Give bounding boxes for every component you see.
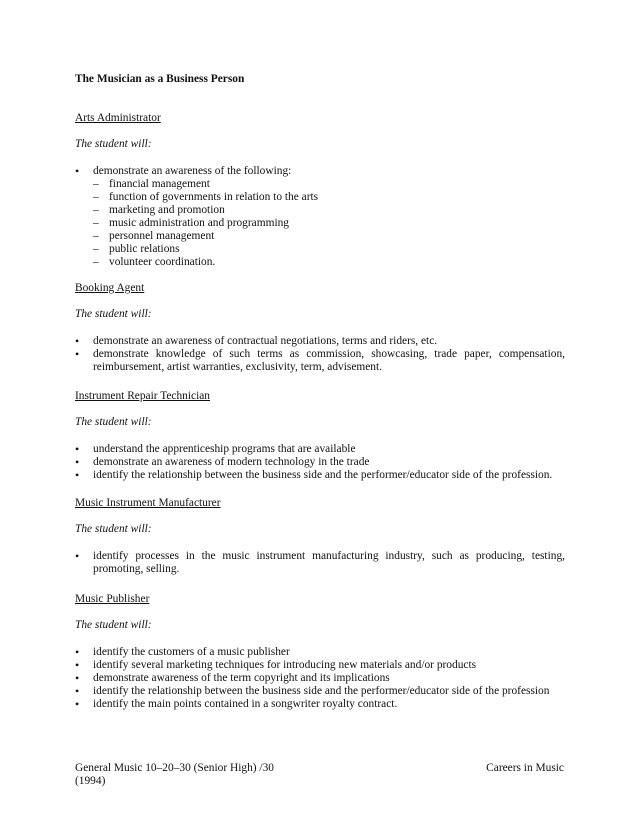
bullet-list <box>75 632 565 711</box>
sub-list <box>93 178 565 269</box>
bullet-item: • demonstrate knowledge of such terms as commission, showcasing, trade paper, compensation, reimbursement, artist warranties, exclusivity, term, advisement. <box>75 348 565 374</box>
sub-item: – financial management <box>93 178 565 191</box>
bullet-list <box>75 321 565 374</box>
section-heading: Instrument Repair Technician <box>75 390 211 402</box>
bullet-list <box>75 151 565 269</box>
bullet-item: • identify the main points contained in a songwriter royalty contract. <box>75 698 565 711</box>
bullet-list <box>75 536 565 576</box>
section-heading: Booking Agent <box>75 282 145 294</box>
section-heading: Music Instrument Manufacturer <box>75 497 221 509</box>
sub-item: – function of governments in relation to the arts <box>93 191 565 204</box>
section-music-publisher <box>75 593 565 711</box>
section-heading: Music Publisher <box>75 593 150 605</box>
section-instrument-repair-technician <box>75 390 565 482</box>
section-intro: The student will: <box>75 619 152 631</box>
section-booking-agent <box>75 282 565 374</box>
bullet-item: • demonstrate an awareness of contractual negotiations, terms and riders, etc. <box>75 335 565 348</box>
section-intro: The student will: <box>75 308 152 320</box>
bullet-item: • identify processes in the music instrument manufacturing industry, such as producing, testing, promoting, selling. <box>75 550 565 576</box>
section-intro: The student will: <box>75 138 152 150</box>
sub-item: – personnel management <box>93 230 565 243</box>
footer-course-info <box>75 762 315 788</box>
bullet-list <box>75 429 565 482</box>
bullet-item: • identify the relationship between the business side and the performer/educator side of the profession <box>75 685 565 698</box>
bullet-item: • identify several marketing techniques for introducing new materials and/or products <box>75 659 565 672</box>
page-title: The Musician as a Business Person <box>75 73 245 85</box>
bullet-item: • understand the apprenticeship programs that are available <box>75 443 565 456</box>
sub-item: – music administration and programming <box>93 217 565 230</box>
section-music-instrument-manufacturer <box>75 497 565 576</box>
bullet-item: • identify the relationship between the business side and the performer/educator side of the profession. <box>75 469 565 482</box>
bullet-text: demonstrate an awareness of the following: <box>93 165 292 177</box>
sub-item: – marketing and promotion <box>93 204 565 217</box>
section-intro: The student will: <box>75 523 152 535</box>
footer-course-title: General Music 10–20–30 (Senior High) /30 <box>75 762 274 774</box>
bullet-item: • demonstrate an awareness of modern technology in the trade <box>75 456 565 469</box>
bullet-item: • identify the customers of a music publisher <box>75 646 565 659</box>
sub-item: – public relations <box>93 243 565 256</box>
section-heading: Arts Administrator <box>75 112 161 124</box>
footer-year: (1994) <box>75 775 106 787</box>
bullet-item: • demonstrate awareness of the term copyright and its implications <box>75 672 565 685</box>
bullet-item <box>75 165 565 269</box>
sub-item: – volunteer coordination. <box>93 256 565 269</box>
section-intro: The student will: <box>75 416 152 428</box>
section-arts-administrator <box>75 112 565 269</box>
footer-topic: Careers in Music <box>486 762 564 774</box>
